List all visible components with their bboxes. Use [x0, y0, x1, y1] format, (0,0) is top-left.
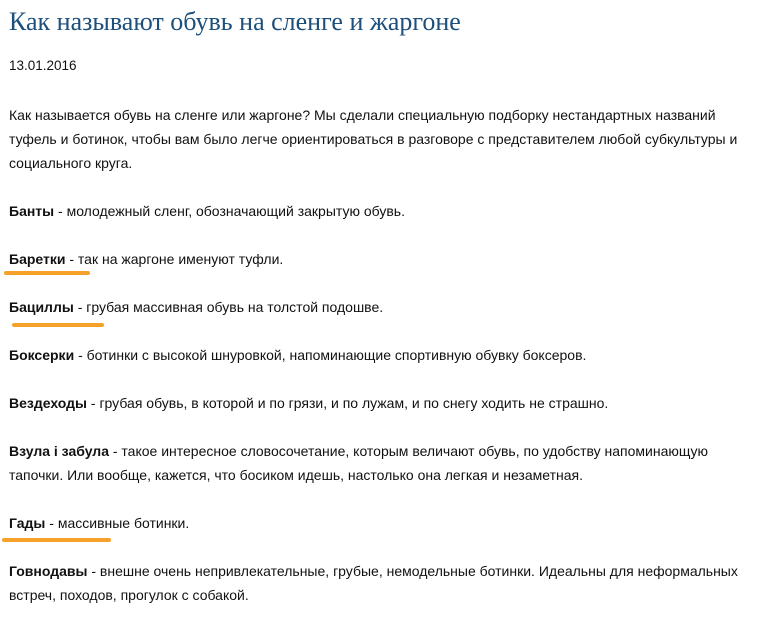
- highlight-underline: [12, 323, 104, 327]
- highlight-underline: [4, 271, 90, 275]
- entry-definition: - грубая массивная обувь на толстой подошве.: [73, 299, 384, 315]
- entry-definition: - массивные ботинки.: [45, 515, 190, 531]
- entry-term: Боксерки: [9, 347, 75, 363]
- article-date: 13.01.2016: [9, 58, 77, 73]
- entry-definition: - внешне очень непривлекательные, грубые, немодельные ботинки. Идеальны для неформальных встреч, походов, прогулок с собакой.: [9, 563, 738, 603]
- entry-definition: - такое интересное словосочетание, которым величают обувь, по удобству напоминающую тапочки. Или вообще, кажется, что босиком идешь, настолько она легкая и незаметная.: [9, 443, 709, 483]
- entry-term: Гады: [9, 515, 46, 531]
- entry-gady: [9, 511, 761, 535]
- entry-batsilly: [9, 295, 761, 319]
- entry-govnodavy: [9, 559, 761, 607]
- entry-bokserki: [9, 343, 761, 367]
- entry-definition: - так на жаргоне именуют туфли.: [65, 251, 284, 267]
- entry-term: Взула і забула: [9, 443, 109, 459]
- highlight-underline: [2, 538, 111, 542]
- entry-definition: - грубая обувь, в которой и по грязи, и по лужам, и по снегу ходить не страшно.: [87, 395, 609, 411]
- entry-definition: - ботинки с высокой шнуровкой, напоминающие спортивную обувку боксеров.: [74, 347, 587, 363]
- entry-term: Вездеходы: [9, 395, 87, 411]
- article-body: [9, 103, 761, 631]
- entry-banty: [9, 199, 761, 223]
- entry-vezdekhody: [9, 391, 761, 415]
- entry-vzula-i-zabula: [9, 439, 761, 487]
- entry-definition: - молодежный сленг, обозначающий закрытую обувь.: [54, 203, 405, 219]
- entry-term: Говнодавы: [9, 563, 88, 579]
- intro-paragraph: Как называется обувь на сленге или жаргоне? Мы сделали специальную подборку нестандартных названий туфель и ботинок, чтобы вам было легче ориентироваться в разговоре с представителем любой субкультуры и социального круга.: [9, 107, 738, 171]
- entry-term: Банты: [9, 203, 55, 219]
- entry-term: Баретки: [9, 251, 66, 267]
- entry-term: Бациллы: [9, 299, 74, 315]
- article-title: Как называют обувь на сленге и жаргоне: [9, 7, 461, 36]
- entry-baretki: [9, 247, 761, 271]
